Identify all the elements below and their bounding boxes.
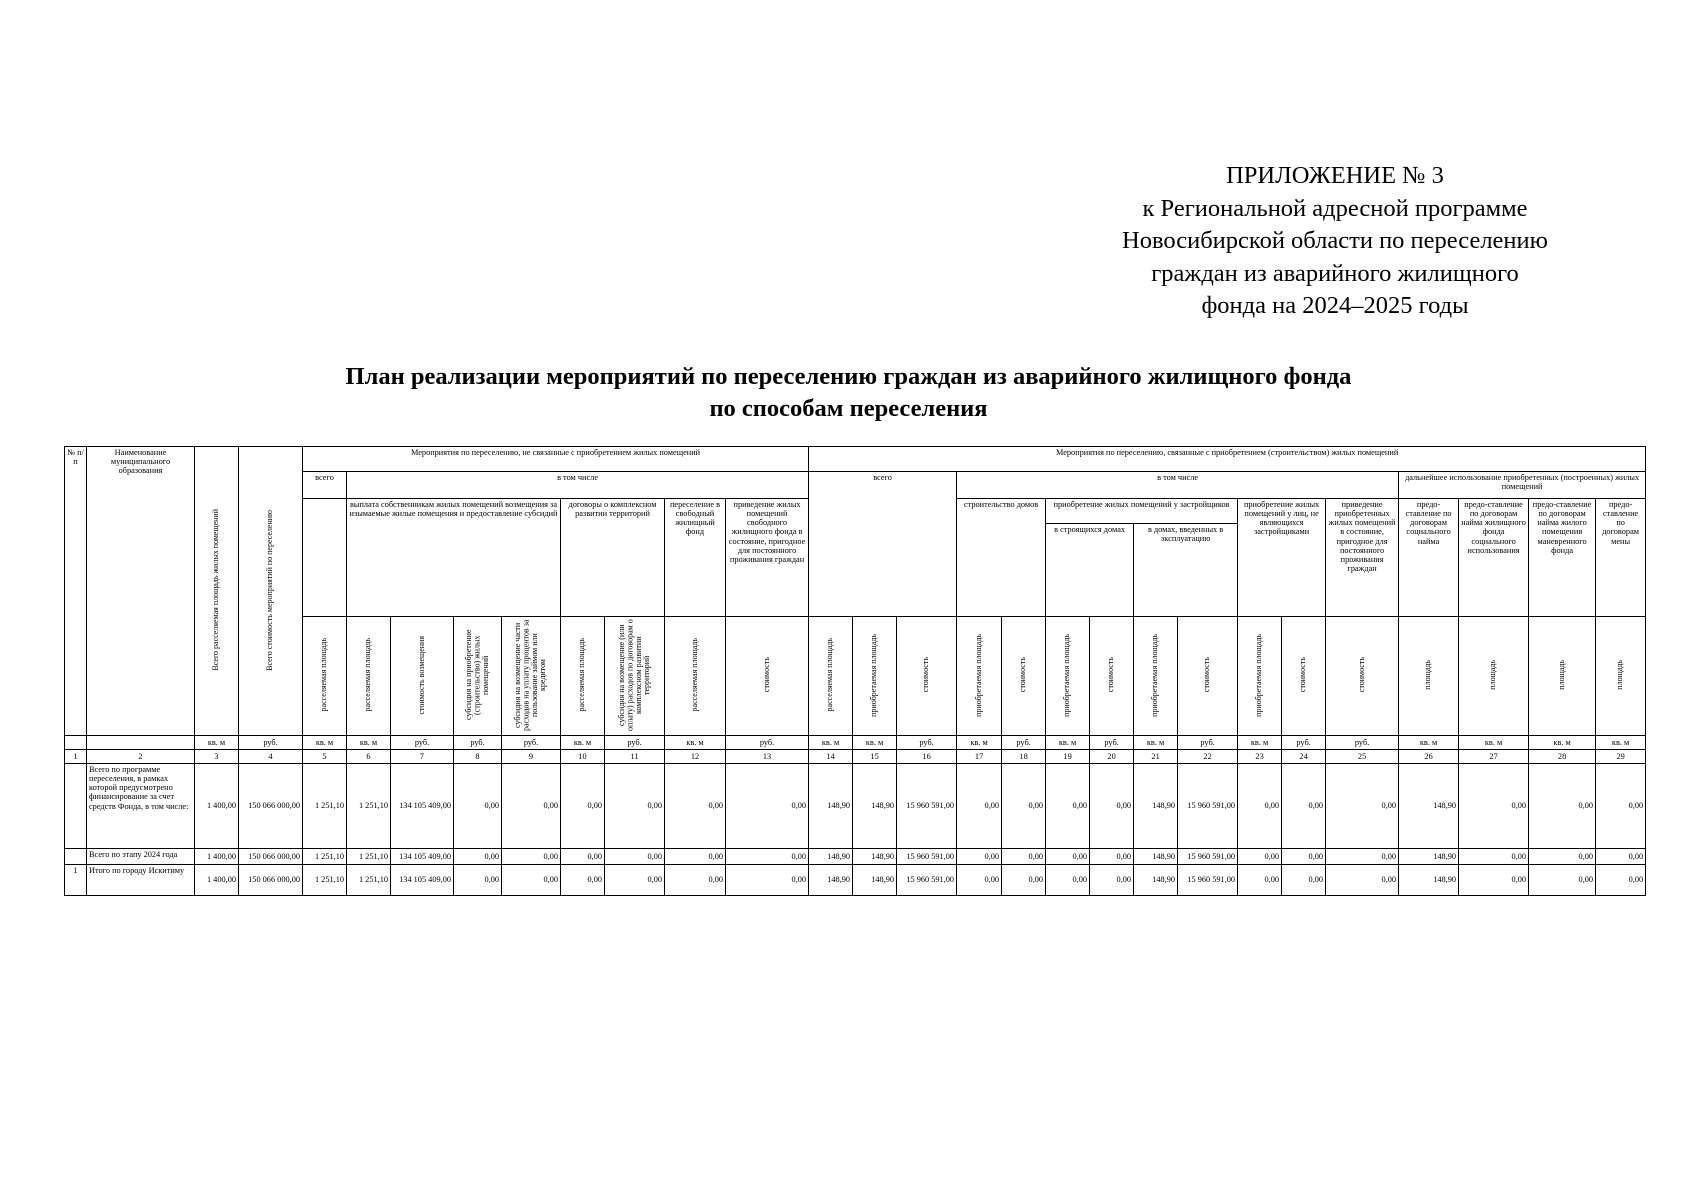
value-cell: 0,00 xyxy=(1326,865,1399,896)
vheader-label: стоимость xyxy=(921,657,931,693)
value-cell: 0,00 xyxy=(1090,764,1134,849)
vheader-label: расселяемая площадь xyxy=(363,638,373,712)
column-number-cell: 21 xyxy=(1134,750,1178,764)
value-cell: 148,90 xyxy=(809,764,853,849)
column-number-cell: 13 xyxy=(726,750,809,764)
unit-cell: руб. xyxy=(502,736,561,750)
empty-cell xyxy=(87,736,195,750)
value-cell: 0,00 xyxy=(454,764,502,849)
v-stroyash-header: в строящихся домах xyxy=(1046,524,1134,617)
row-name-cell: Всего по этапу 2024 года xyxy=(87,849,195,865)
column-number-cell: 2 xyxy=(87,750,195,764)
header-label: Всего стоимость мероприятий по переселению xyxy=(265,509,275,671)
value-cell: 1 251,10 xyxy=(303,764,347,849)
column-number-cell: 29 xyxy=(1596,750,1646,764)
value-cell: 148,90 xyxy=(853,764,897,849)
value-cell: 0,00 xyxy=(1529,764,1596,849)
unit-cell: руб. xyxy=(1002,736,1046,750)
vyplata-header: выплата собственникам жилых помещений возмещения за изымаемые жилые помещения и предоставление субсидий xyxy=(347,499,561,617)
stroitelstvo-header: строительство домов xyxy=(957,499,1046,617)
appendix-line: к Региональной адресной программе xyxy=(1142,194,1528,222)
column-number-cell: 8 xyxy=(454,750,502,764)
value-cell: 0,00 xyxy=(605,865,665,896)
value-cell: 0,00 xyxy=(561,865,605,896)
column-number-cell: 14 xyxy=(809,750,853,764)
vheader-c19 xyxy=(1046,617,1090,736)
vheader-c28 xyxy=(1529,617,1596,736)
value-cell: 1 400,00 xyxy=(195,865,239,896)
group-not-acquisition-header: Мероприятия по переселению, не связанные с приобретением жилых помещений xyxy=(303,447,809,472)
value-cell: 0,00 xyxy=(605,764,665,849)
value-cell: 0,00 xyxy=(1238,865,1282,896)
value-cell: 0,00 xyxy=(454,849,502,865)
value-cell: 0,00 xyxy=(502,764,561,849)
unit-cell: руб. xyxy=(239,736,303,750)
column-number-cell: 11 xyxy=(605,750,665,764)
value-cell: 0,00 xyxy=(1090,865,1134,896)
vheader-label: стоимость xyxy=(1106,657,1116,693)
value-cell: 0,00 xyxy=(1282,849,1326,865)
vheader-label: стоимость возмещения xyxy=(416,635,426,715)
value-cell: 134 105 409,00 xyxy=(391,764,454,849)
dalneishee-header: дальнейшее использование приобретенных (построенных) жилых помещений xyxy=(1399,472,1646,499)
appendix-line: фонда на 2024–2025 годы xyxy=(1201,292,1469,319)
value-cell: 0,00 xyxy=(1529,849,1596,865)
pred-soc-header: предо-ставление по договорам социального найма xyxy=(1399,499,1459,617)
column-number-cell: 23 xyxy=(1238,750,1282,764)
value-cell: 148,90 xyxy=(1134,865,1178,896)
unit-cell: кв. м xyxy=(809,736,853,750)
value-cell: 0,00 xyxy=(726,865,809,896)
vheader-c11 xyxy=(605,617,665,736)
col-total-area-header xyxy=(195,447,239,736)
value-cell: 0,00 xyxy=(1282,865,1326,896)
unit-cell: кв. м xyxy=(665,736,726,750)
value-cell: 0,00 xyxy=(1282,764,1326,849)
value-cell: 0,00 xyxy=(726,764,809,849)
table-row xyxy=(65,865,1646,896)
value-cell: 0,00 xyxy=(1529,865,1596,896)
value-cell: 15 960 591,00 xyxy=(897,764,957,849)
vheader-label: площадь xyxy=(1488,660,1498,690)
empty-cell xyxy=(303,499,347,617)
vheader-label: субсидия на приобретение (строительство) жилых помещений xyxy=(463,629,490,721)
value-cell: 0,00 xyxy=(454,865,502,896)
value-cell: 148,90 xyxy=(1134,764,1178,849)
column-number-cell: 6 xyxy=(347,750,391,764)
pred-manev-header: предо-ставление по договорам найма жилого помещения маневренного фонда xyxy=(1529,499,1596,617)
vheader-label: стоимость xyxy=(761,657,771,693)
pred-meny-header: предо-ставление по договорам мены xyxy=(1596,499,1646,617)
vheader-c16 xyxy=(897,617,957,736)
dogovory-header: договоры о комплексном развитии территорий xyxy=(561,499,665,617)
column-number-cell: 20 xyxy=(1090,750,1134,764)
vheader-label: площадь xyxy=(1615,660,1625,690)
vheader-c24 xyxy=(1282,617,1326,736)
row-index-cell xyxy=(65,849,87,865)
value-cell: 150 066 000,00 xyxy=(239,865,303,896)
value-cell: 0,00 xyxy=(957,764,1002,849)
unit-cell: кв. м xyxy=(303,736,347,750)
v-domah-exp-header: в домах, введенных в эксплуатацию xyxy=(1134,524,1238,617)
unit-cell: руб. xyxy=(1282,736,1326,750)
vsego-header: всего xyxy=(303,472,347,499)
value-cell: 0,00 xyxy=(561,764,605,849)
empty-cell xyxy=(65,736,87,750)
vheader-label: площадь xyxy=(1556,660,1566,690)
value-cell: 148,90 xyxy=(853,865,897,896)
value-cell: 15 960 591,00 xyxy=(897,865,957,896)
value-cell: 148,90 xyxy=(853,849,897,865)
unit-cell: руб. xyxy=(726,736,809,750)
value-cell: 0,00 xyxy=(502,865,561,896)
value-cell: 15 960 591,00 xyxy=(897,849,957,865)
priobr-u-zastr-header: приобретение жилых помещений у застройщиков xyxy=(1046,499,1238,524)
vheader-label: расселяемая площадь xyxy=(825,638,835,712)
vheader-label: приобретаемая площадь xyxy=(973,633,983,717)
vheader-c18 xyxy=(1002,617,1046,736)
value-cell: 148,90 xyxy=(809,849,853,865)
column-number-cell: 9 xyxy=(502,750,561,764)
value-cell: 0,00 xyxy=(1596,764,1646,849)
value-cell: 0,00 xyxy=(1046,849,1090,865)
plan-table xyxy=(64,446,1646,896)
value-cell: 0,00 xyxy=(1002,865,1046,896)
vheader-c13 xyxy=(726,617,809,736)
unit-cell: кв. м xyxy=(561,736,605,750)
vheader-c27 xyxy=(1459,617,1529,736)
vheader-c10 xyxy=(561,617,605,736)
value-cell: 0,00 xyxy=(1002,849,1046,865)
unit-cell: кв. м xyxy=(957,736,1002,750)
vheader-c12 xyxy=(665,617,726,736)
unit-cell: руб. xyxy=(454,736,502,750)
vsego-acq-header: всего xyxy=(809,472,957,617)
value-cell: 134 105 409,00 xyxy=(391,849,454,865)
value-cell: 0,00 xyxy=(957,849,1002,865)
column-number-cell: 12 xyxy=(665,750,726,764)
value-cell: 15 960 591,00 xyxy=(1178,764,1238,849)
vheader-c6 xyxy=(347,617,391,736)
vheader-label: стоимость xyxy=(1018,657,1028,693)
value-cell: 0,00 xyxy=(1238,764,1282,849)
vheader-label: стоимость xyxy=(1298,657,1308,693)
vheader-c15 xyxy=(853,617,897,736)
value-cell: 150 066 000,00 xyxy=(239,764,303,849)
pred-zhil-header: предо-ставление по договорам найма жилищного фонда социального использования xyxy=(1459,499,1529,617)
priobr-u-lic-header: приобретение жилых помещений у лиц, не являющихся застройщиками xyxy=(1238,499,1326,617)
vheader-label: расселяемая площадь xyxy=(577,638,587,712)
value-cell: 148,90 xyxy=(1399,865,1459,896)
v-tom-chisle-acq-header: в том числе xyxy=(957,472,1399,499)
unit-cell: кв. м xyxy=(347,736,391,750)
value-cell: 0,00 xyxy=(1002,764,1046,849)
col-name-header: Наименование муниципального образования xyxy=(87,447,195,736)
vheader-label: площадь xyxy=(1423,660,1433,690)
value-cell: 0,00 xyxy=(665,849,726,865)
vheader-label: субсидия на возмещение части расходов на уплату процентов за пользование займом или кредитом xyxy=(513,619,548,731)
unit-cell: руб. xyxy=(391,736,454,750)
group-acquisition-header: Мероприятия по переселению, связанные с приобретением (строительством) жилых помещений xyxy=(809,447,1646,472)
vheader-c5 xyxy=(303,617,347,736)
title-line-2: по способам переселения xyxy=(709,395,988,422)
appendix-line: граждан из аварийного жилищного xyxy=(1151,259,1519,287)
vheader-label: приобретаемая площадь xyxy=(1254,633,1264,717)
value-cell: 0,00 xyxy=(957,865,1002,896)
value-cell: 0,00 xyxy=(665,764,726,849)
unit-cell: кв. м xyxy=(1046,736,1090,750)
value-cell: 0,00 xyxy=(1046,865,1090,896)
vheader-c25 xyxy=(1326,617,1399,736)
vheader-c20 xyxy=(1090,617,1134,736)
value-cell: 0,00 xyxy=(1596,849,1646,865)
unit-cell: кв. м xyxy=(1399,736,1459,750)
value-cell: 0,00 xyxy=(561,849,605,865)
col-total-cost-header xyxy=(239,447,303,736)
column-number-cell: 26 xyxy=(1399,750,1459,764)
value-cell: 15 960 591,00 xyxy=(1178,865,1238,896)
column-number-cell: 10 xyxy=(561,750,605,764)
value-cell: 0,00 xyxy=(502,849,561,865)
header-row-2 xyxy=(65,472,1646,499)
header-row-vertical xyxy=(65,617,1646,736)
vheader-c22 xyxy=(1178,617,1238,736)
table-row xyxy=(65,849,1646,865)
vheader-c8 xyxy=(454,617,502,736)
column-number-cell: 7 xyxy=(391,750,454,764)
value-cell: 1 400,00 xyxy=(195,764,239,849)
value-cell: 1 400,00 xyxy=(195,849,239,865)
column-number-cell: 25 xyxy=(1326,750,1399,764)
value-cell: 15 960 591,00 xyxy=(1178,849,1238,865)
vheader-c9 xyxy=(502,617,561,736)
svobodny-header: переселение в свободный жилищный фонд xyxy=(665,499,726,617)
column-number-cell: 22 xyxy=(1178,750,1238,764)
vheader-label: стоимость xyxy=(1202,657,1212,693)
column-number-cell: 28 xyxy=(1529,750,1596,764)
column-number-cell: 4 xyxy=(239,750,303,764)
vheader-label: приобретаемая площадь xyxy=(1062,633,1072,717)
value-cell: 1 251,10 xyxy=(347,849,391,865)
value-cell: 1 251,10 xyxy=(347,865,391,896)
column-number-cell: 19 xyxy=(1046,750,1090,764)
column-number-cell: 3 xyxy=(195,750,239,764)
vheader-label: приобретаемая площадь xyxy=(869,633,879,717)
vheader-label: стоимость xyxy=(1356,657,1366,693)
unit-cell: руб. xyxy=(605,736,665,750)
col-num-header: № п/п xyxy=(65,447,87,736)
unit-cell: кв. м xyxy=(1459,736,1529,750)
column-number-cell: 27 xyxy=(1459,750,1529,764)
value-cell: 150 066 000,00 xyxy=(239,849,303,865)
value-cell: 0,00 xyxy=(605,849,665,865)
column-number-cell: 15 xyxy=(853,750,897,764)
vheader-label: приобретаемая площадь xyxy=(1150,633,1160,717)
value-cell: 148,90 xyxy=(1399,849,1459,865)
appendix-line: Новосибирской области по переселению xyxy=(1122,227,1548,254)
unit-cell: кв. м xyxy=(195,736,239,750)
vheader-label: субсидия на возмещение (или оплату) расходов по договорам о комплексном развитии территорий xyxy=(616,619,651,731)
column-number-cell: 1 xyxy=(65,750,87,764)
value-cell: 0,00 xyxy=(1326,764,1399,849)
appendix-line: ПРИЛОЖЕНИЕ № 3 xyxy=(1226,162,1444,189)
value-cell: 0,00 xyxy=(1238,849,1282,865)
title-line-1: План реализации мероприятий по переселению граждан из аварийного жилищного фонда xyxy=(345,363,1352,390)
value-cell: 0,00 xyxy=(1090,849,1134,865)
vheader-c21 xyxy=(1134,617,1178,736)
privedenie-priobr-header: приведение приобретенных жилых помещений в состояние, пригодное для постоянного проживания граждан xyxy=(1326,499,1399,617)
column-number-cell: 16 xyxy=(897,750,957,764)
v-tom-chisle-header: в том числе xyxy=(347,472,809,499)
value-cell: 1 251,10 xyxy=(303,865,347,896)
value-cell: 148,90 xyxy=(1134,849,1178,865)
vheader-c23 xyxy=(1238,617,1282,736)
header-row-1 xyxy=(65,447,1646,472)
row-index-cell: 1 xyxy=(65,865,87,896)
vheader-c14 xyxy=(809,617,853,736)
table-row xyxy=(65,764,1646,849)
row-name-cell: Итого по городу Искитиму xyxy=(87,865,195,896)
unit-cell: руб. xyxy=(1178,736,1238,750)
value-cell: 0,00 xyxy=(1046,764,1090,849)
row-name-cell: Всего по программе переселения, в рамках которой предусмотрено финансирование за счет средств Фонда, в том числе: xyxy=(87,764,195,849)
vheader-label: расселяемая площадь xyxy=(319,638,329,712)
row-index-cell xyxy=(65,764,87,849)
value-cell: 1 251,10 xyxy=(303,849,347,865)
table-data-body xyxy=(65,764,1646,896)
value-cell: 148,90 xyxy=(1399,764,1459,849)
column-number-row xyxy=(65,750,1646,764)
column-number-cell: 24 xyxy=(1282,750,1326,764)
column-number-cell: 17 xyxy=(957,750,1002,764)
value-cell: 0,00 xyxy=(1326,849,1399,865)
unit-cell: руб. xyxy=(1090,736,1134,750)
unit-cell: кв. м xyxy=(1238,736,1282,750)
vheader-c26 xyxy=(1399,617,1459,736)
privedenie-header: приведение жилых помещений свободного жилищного фонда в состояние, пригодное для постоянного проживания граждан xyxy=(726,499,809,617)
value-cell: 0,00 xyxy=(665,865,726,896)
value-cell: 0,00 xyxy=(1459,865,1529,896)
units-row xyxy=(65,736,1646,750)
vheader-c17 xyxy=(957,617,1002,736)
value-cell: 0,00 xyxy=(1459,764,1529,849)
value-cell: 148,90 xyxy=(809,865,853,896)
appendix-header xyxy=(1075,160,1595,323)
value-cell: 0,00 xyxy=(1459,849,1529,865)
unit-cell: кв. м xyxy=(1529,736,1596,750)
unit-cell: кв. м xyxy=(1134,736,1178,750)
unit-cell: руб. xyxy=(1326,736,1399,750)
unit-cell: кв. м xyxy=(1596,736,1646,750)
value-cell: 134 105 409,00 xyxy=(391,865,454,896)
column-number-cell: 18 xyxy=(1002,750,1046,764)
value-cell: 0,00 xyxy=(1596,865,1646,896)
unit-cell: руб. xyxy=(897,736,957,750)
value-cell: 0,00 xyxy=(726,849,809,865)
vheader-label: расселяемая площадь xyxy=(689,638,699,712)
vheader-c7 xyxy=(391,617,454,736)
column-number-cell: 5 xyxy=(303,750,347,764)
document-title xyxy=(0,361,1697,425)
unit-cell: кв. м xyxy=(853,736,897,750)
header-label: Всего расселяемая площадь жилых помещений xyxy=(211,509,221,671)
value-cell: 1 251,10 xyxy=(347,764,391,849)
vheader-c29 xyxy=(1596,617,1646,736)
